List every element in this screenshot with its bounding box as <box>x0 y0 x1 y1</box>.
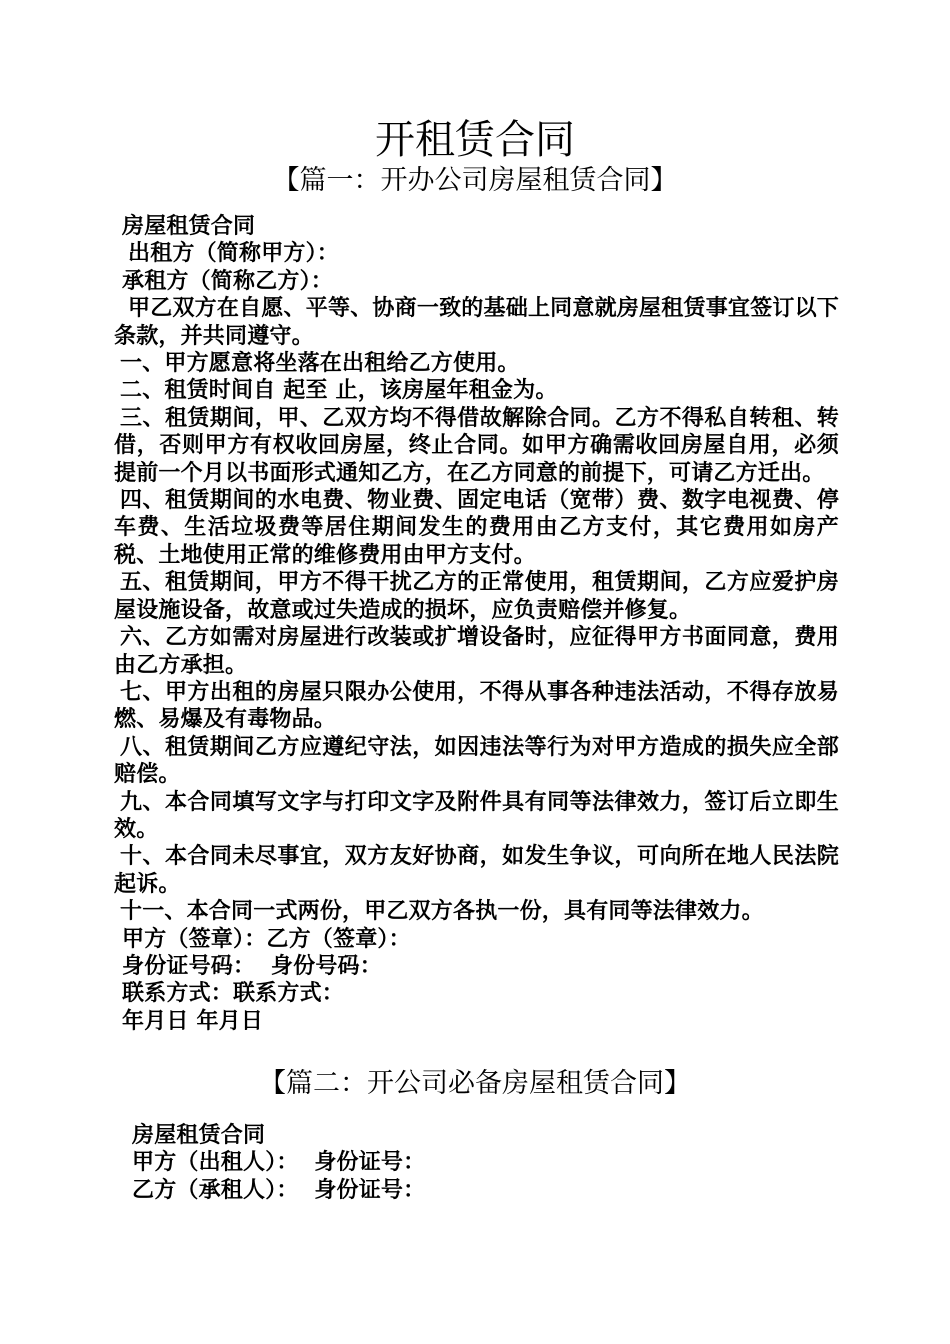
clause-7: 七、甲方出租的房屋只限办公使用，不得从事各种违法活动，不得存放易燃、易爆及有毒物品。 <box>114 679 839 733</box>
clause-2: 二、租赁时间自 起至 止，该房屋年租金为。 <box>120 378 558 404</box>
clause-11: 十一、本合同一式两份，甲乙双方各执一份，具有同等法律效力。 <box>120 899 764 925</box>
clause-9: 九、本合同填写文字与打印文字及附件具有同等法律效力，签订后立即生效。 <box>114 789 839 842</box>
lessee-line: 承租方（简称乙方）： <box>122 268 334 294</box>
clause-3: 三、租赁期间，甲、乙双方均不得借故解除合同。乙方不得私自转租、转借，否则甲方有权收回房屋，终止合同。如甲方确需收回房屋自用，必须提前一个月以书面形式通知乙方，在乙方同意的前提下，可请乙方迁出。 <box>114 405 839 486</box>
intro-paragraph: 甲乙双方在自愿、平等、协商一致的基础上同意就房屋租赁事宜签订以下条款，并共同遵守。 <box>114 296 839 349</box>
clause-10: 十、本合同未尽事宜，双方友好协商，如发生争议，可向所在地人民法院起诉。 <box>114 844 839 897</box>
id-number-line: 身份证号码： 身份号码： <box>122 953 382 979</box>
contact-line: 联系方式：联系方式： <box>122 981 345 1007</box>
clause-8: 八、租赁期间乙方应遵纪守法，如因违法等行为对甲方造成的损失应全部赔偿。 <box>114 734 839 788</box>
party-a-line: 甲方（出租人）： 身份证号： <box>132 1150 426 1176</box>
clause-4: 四、租赁期间的水电费、物业费、固定电话（宽带）费、数字电视费、停车费、生活垃圾费等居住期间发生的费用由乙方支付，其它费用如房产税、土地使用正常的维修费用由甲方支付。 <box>114 488 839 568</box>
clause-6: 六、乙方如需对房屋进行改装或扩增设备时，应征得甲方书面同意，费用由乙方承担。 <box>114 625 839 678</box>
section1-body <box>114 213 839 1035</box>
document-title: 开租赁合同 <box>375 117 575 163</box>
lessor-line: 出租方（简称甲方）： <box>128 241 340 267</box>
section2-body <box>124 1122 839 1204</box>
section2-heading: 【篇二：开公司必备房屋租赁合同】 <box>259 1068 691 1099</box>
contract-title: 房屋租赁合同 <box>122 214 256 239</box>
party-b-line: 乙方（承租人）： 身份证号： <box>132 1177 426 1203</box>
signature-line: 甲方（签章）：乙方（签章）： <box>122 926 411 952</box>
clause-5: 五、租赁期间，甲方不得干扰乙方的正常使用，租赁期间，乙方应爱护房屋设施设备，故意或过失造成的损坏，应负责赔偿并修复。 <box>114 570 839 623</box>
section2-contract-title: 房屋租赁合同 <box>132 1123 266 1148</box>
section1-heading: 【篇一：开办公司房屋租赁合同】 <box>272 165 678 196</box>
clause-1: 一、甲方愿意将坐落在出租给乙方使用。 <box>120 351 520 377</box>
date-line: 年月日 年月日 <box>122 1008 264 1034</box>
